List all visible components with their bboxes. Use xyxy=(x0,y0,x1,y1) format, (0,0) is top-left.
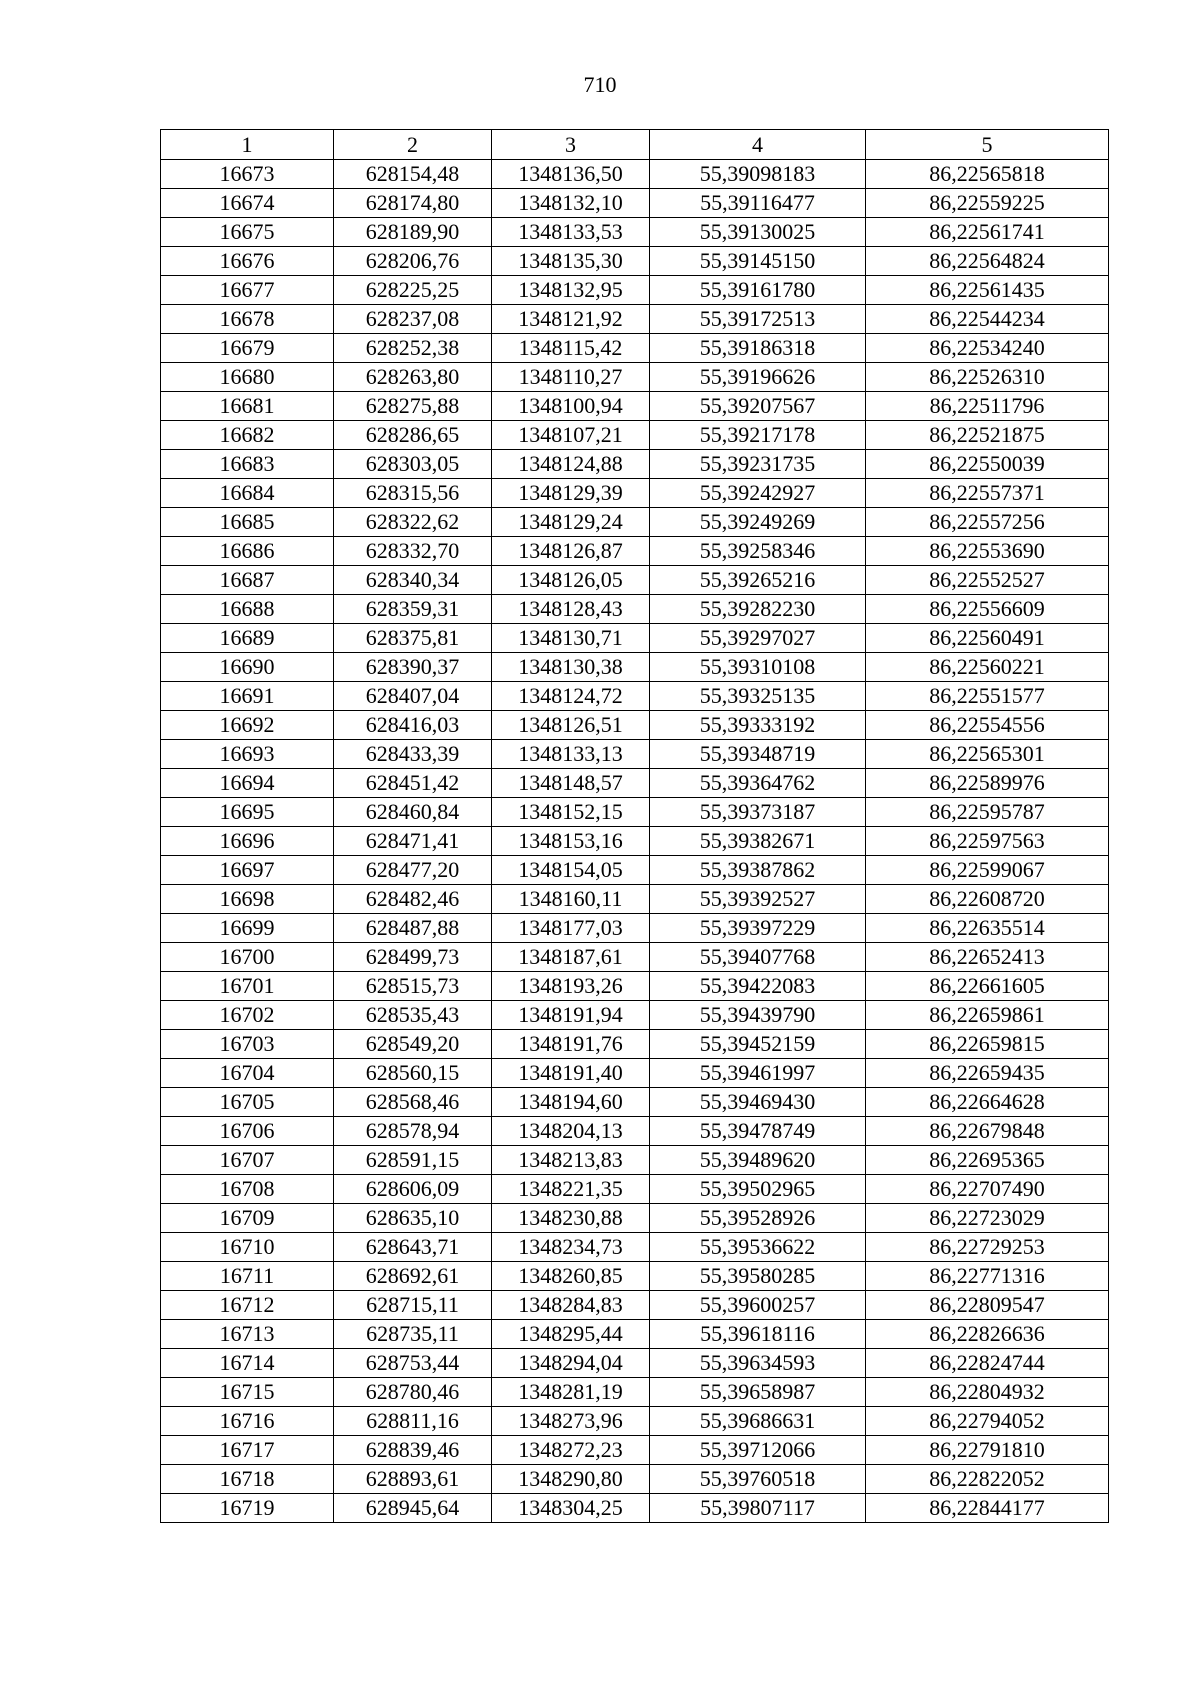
table-cell: 86,22824744 xyxy=(866,1349,1109,1378)
table-cell: 86,22707490 xyxy=(866,1175,1109,1204)
table-cell: 628303,05 xyxy=(334,450,492,479)
column-header: 4 xyxy=(650,130,866,160)
table-cell: 55,39387862 xyxy=(650,856,866,885)
table-cell: 86,22550039 xyxy=(866,450,1109,479)
table-row xyxy=(161,1436,1109,1465)
table-cell: 86,22521875 xyxy=(866,421,1109,450)
table-cell: 1348126,87 xyxy=(492,537,650,566)
table-cell: 628225,25 xyxy=(334,276,492,305)
table-cell: 1348100,94 xyxy=(492,392,650,421)
table-row xyxy=(161,943,1109,972)
table-row xyxy=(161,479,1109,508)
table-row xyxy=(161,334,1109,363)
table-cell: 1348187,61 xyxy=(492,943,650,972)
table-cell: 55,39489620 xyxy=(650,1146,866,1175)
table-cell: 86,22557371 xyxy=(866,479,1109,508)
table-cell: 628515,73 xyxy=(334,972,492,1001)
table-cell: 1348132,10 xyxy=(492,189,650,218)
table-cell: 55,39658987 xyxy=(650,1378,866,1407)
table-cell: 55,39397229 xyxy=(650,914,866,943)
table-row xyxy=(161,508,1109,537)
table-cell: 628535,43 xyxy=(334,1001,492,1030)
table-cell: 1348153,16 xyxy=(492,827,650,856)
table-cell: 1348191,76 xyxy=(492,1030,650,1059)
table-cell: 16698 xyxy=(161,885,334,914)
table-row xyxy=(161,1233,1109,1262)
table-cell: 16691 xyxy=(161,682,334,711)
table-cell: 86,22561435 xyxy=(866,276,1109,305)
table-cell: 1348133,53 xyxy=(492,218,650,247)
table-cell: 16699 xyxy=(161,914,334,943)
table-cell: 16683 xyxy=(161,450,334,479)
table-cell: 628237,08 xyxy=(334,305,492,334)
table-cell: 86,22664628 xyxy=(866,1088,1109,1117)
table-cell: 86,22723029 xyxy=(866,1204,1109,1233)
table-cell: 1348260,85 xyxy=(492,1262,650,1291)
table-cell: 86,22679848 xyxy=(866,1117,1109,1146)
table-cell: 16682 xyxy=(161,421,334,450)
table-cell: 86,22659861 xyxy=(866,1001,1109,1030)
table-cell: 55,39469430 xyxy=(650,1088,866,1117)
table-cell: 628263,80 xyxy=(334,363,492,392)
table-cell: 16693 xyxy=(161,740,334,769)
table-cell: 55,39310108 xyxy=(650,653,866,682)
table-cell: 16674 xyxy=(161,189,334,218)
table-row xyxy=(161,247,1109,276)
table-cell: 1348204,13 xyxy=(492,1117,650,1146)
table-cell: 1348177,03 xyxy=(492,914,650,943)
table-row xyxy=(161,566,1109,595)
table-cell: 86,22652413 xyxy=(866,943,1109,972)
table-cell: 1348290,80 xyxy=(492,1465,650,1494)
table-cell: 55,39478749 xyxy=(650,1117,866,1146)
table-header-row xyxy=(161,130,1109,160)
table-row xyxy=(161,769,1109,798)
table-cell: 86,22635514 xyxy=(866,914,1109,943)
table-cell: 55,39580285 xyxy=(650,1262,866,1291)
table-row xyxy=(161,595,1109,624)
table-cell: 86,22565818 xyxy=(866,160,1109,189)
table-cell: 1348121,92 xyxy=(492,305,650,334)
table-cell: 16709 xyxy=(161,1204,334,1233)
table-row xyxy=(161,1146,1109,1175)
table-row xyxy=(161,1059,1109,1088)
table-cell: 1348234,73 xyxy=(492,1233,650,1262)
table-cell: 16704 xyxy=(161,1059,334,1088)
table-cell: 1348154,05 xyxy=(492,856,650,885)
table-cell: 16706 xyxy=(161,1117,334,1146)
table-row xyxy=(161,160,1109,189)
table-cell: 628359,31 xyxy=(334,595,492,624)
table-cell: 628252,38 xyxy=(334,334,492,363)
table-cell: 628416,03 xyxy=(334,711,492,740)
table-cell: 16678 xyxy=(161,305,334,334)
table-row xyxy=(161,740,1109,769)
table-cell: 86,22608720 xyxy=(866,885,1109,914)
table-cell: 55,39130025 xyxy=(650,218,866,247)
table-cell: 86,22597563 xyxy=(866,827,1109,856)
table-cell: 628568,46 xyxy=(334,1088,492,1117)
table-cell: 628945,64 xyxy=(334,1494,492,1523)
table-row xyxy=(161,276,1109,305)
table-cell: 1348132,95 xyxy=(492,276,650,305)
table-cell: 1348148,57 xyxy=(492,769,650,798)
table-cell: 55,39217178 xyxy=(650,421,866,450)
table-cell: 1348128,43 xyxy=(492,595,650,624)
table-cell: 55,39407768 xyxy=(650,943,866,972)
table-cell: 16716 xyxy=(161,1407,334,1436)
table-cell: 55,39186318 xyxy=(650,334,866,363)
table-cell: 1348160,11 xyxy=(492,885,650,914)
table-cell: 55,39807117 xyxy=(650,1494,866,1523)
table-cell: 16710 xyxy=(161,1233,334,1262)
table-cell: 86,22809547 xyxy=(866,1291,1109,1320)
table-cell: 1348213,83 xyxy=(492,1146,650,1175)
table-cell: 1348135,30 xyxy=(492,247,650,276)
table-cell: 16712 xyxy=(161,1291,334,1320)
table-cell: 16680 xyxy=(161,363,334,392)
table-cell: 86,22595787 xyxy=(866,798,1109,827)
table-cell: 628811,16 xyxy=(334,1407,492,1436)
table-row xyxy=(161,305,1109,334)
table-cell: 1348133,13 xyxy=(492,740,650,769)
table-cell: 1348110,27 xyxy=(492,363,650,392)
table-cell: 16675 xyxy=(161,218,334,247)
table-cell: 55,39364762 xyxy=(650,769,866,798)
table-cell: 16705 xyxy=(161,1088,334,1117)
table-cell: 55,39231735 xyxy=(650,450,866,479)
table-cell: 628390,37 xyxy=(334,653,492,682)
table-cell: 1348284,83 xyxy=(492,1291,650,1320)
table-cell: 55,39373187 xyxy=(650,798,866,827)
table-cell: 1348230,88 xyxy=(492,1204,650,1233)
table-cell: 1348221,35 xyxy=(492,1175,650,1204)
table-cell: 628893,61 xyxy=(334,1465,492,1494)
table-cell: 55,39712066 xyxy=(650,1436,866,1465)
table-row xyxy=(161,392,1109,421)
table-cell: 86,22552527 xyxy=(866,566,1109,595)
table-row xyxy=(161,1494,1109,1523)
table-cell: 55,39116477 xyxy=(650,189,866,218)
coordinates-table xyxy=(160,129,1109,1523)
table-cell: 55,39265216 xyxy=(650,566,866,595)
table-cell: 55,39382671 xyxy=(650,827,866,856)
table-cell: 628451,42 xyxy=(334,769,492,798)
table-cell: 86,22695365 xyxy=(866,1146,1109,1175)
table-cell: 55,39161780 xyxy=(650,276,866,305)
table-cell: 16700 xyxy=(161,943,334,972)
table-row xyxy=(161,1465,1109,1494)
table-cell: 628735,11 xyxy=(334,1320,492,1349)
table-cell: 1348115,42 xyxy=(492,334,650,363)
table-cell: 628591,15 xyxy=(334,1146,492,1175)
table-cell: 86,22560491 xyxy=(866,624,1109,653)
table-cell: 16686 xyxy=(161,537,334,566)
table-cell: 55,39333192 xyxy=(650,711,866,740)
table-row xyxy=(161,682,1109,711)
table-row xyxy=(161,1001,1109,1030)
page-number: 710 xyxy=(583,72,617,97)
table-cell: 16713 xyxy=(161,1320,334,1349)
table-cell: 628407,04 xyxy=(334,682,492,711)
table-cell: 55,39145150 xyxy=(650,247,866,276)
table-cell: 1348129,39 xyxy=(492,479,650,508)
table-cell: 16679 xyxy=(161,334,334,363)
table-cell: 86,22599067 xyxy=(866,856,1109,885)
table-cell: 86,22659815 xyxy=(866,1030,1109,1059)
table-cell: 55,39098183 xyxy=(650,160,866,189)
table-cell: 628275,88 xyxy=(334,392,492,421)
table-row xyxy=(161,1407,1109,1436)
table-row xyxy=(161,450,1109,479)
table-cell: 16708 xyxy=(161,1175,334,1204)
table-row xyxy=(161,856,1109,885)
table-cell: 1348129,24 xyxy=(492,508,650,537)
table-cell: 55,39528926 xyxy=(650,1204,866,1233)
table-cell: 1348193,26 xyxy=(492,972,650,1001)
table-cell: 55,39634593 xyxy=(650,1349,866,1378)
table-row xyxy=(161,1117,1109,1146)
table-row xyxy=(161,972,1109,1001)
table-cell: 16703 xyxy=(161,1030,334,1059)
table-cell: 16717 xyxy=(161,1436,334,1465)
table-cell: 16688 xyxy=(161,595,334,624)
table-cell: 1348272,23 xyxy=(492,1436,650,1465)
table-cell: 628643,71 xyxy=(334,1233,492,1262)
table-row xyxy=(161,1030,1109,1059)
table-cell: 16690 xyxy=(161,653,334,682)
table-cell: 16718 xyxy=(161,1465,334,1494)
table-cell: 628482,46 xyxy=(334,885,492,914)
table-cell: 55,39686631 xyxy=(650,1407,866,1436)
table-cell: 55,39242927 xyxy=(650,479,866,508)
table-cell: 86,22661605 xyxy=(866,972,1109,1001)
table-cell: 86,22804932 xyxy=(866,1378,1109,1407)
table-cell: 628780,46 xyxy=(334,1378,492,1407)
table-cell: 86,22822052 xyxy=(866,1465,1109,1494)
table-cell: 628578,94 xyxy=(334,1117,492,1146)
table-row xyxy=(161,885,1109,914)
table-row xyxy=(161,914,1109,943)
table-cell: 86,22526310 xyxy=(866,363,1109,392)
table-cell: 628315,56 xyxy=(334,479,492,508)
table-cell: 86,22844177 xyxy=(866,1494,1109,1523)
table-cell: 86,22534240 xyxy=(866,334,1109,363)
table-cell: 16677 xyxy=(161,276,334,305)
table-cell: 1348136,50 xyxy=(492,160,650,189)
table-row xyxy=(161,1088,1109,1117)
table-cell: 1348304,25 xyxy=(492,1494,650,1523)
table-cell: 55,39502965 xyxy=(650,1175,866,1204)
table-cell: 86,22564824 xyxy=(866,247,1109,276)
table-cell: 55,39348719 xyxy=(650,740,866,769)
table-row xyxy=(161,1378,1109,1407)
table-cell: 55,39461997 xyxy=(650,1059,866,1088)
table-cell: 628477,20 xyxy=(334,856,492,885)
table-cell: 16692 xyxy=(161,711,334,740)
table-cell: 16684 xyxy=(161,479,334,508)
table-row xyxy=(161,537,1109,566)
table-cell: 1348294,04 xyxy=(492,1349,650,1378)
table-cell: 86,22589976 xyxy=(866,769,1109,798)
table-cell: 55,39600257 xyxy=(650,1291,866,1320)
table-cell: 628692,61 xyxy=(334,1262,492,1291)
table-cell: 16714 xyxy=(161,1349,334,1378)
table-cell: 1348130,38 xyxy=(492,653,650,682)
table-cell: 1348126,51 xyxy=(492,711,650,740)
table-cell: 55,39439790 xyxy=(650,1001,866,1030)
table-cell: 628839,46 xyxy=(334,1436,492,1465)
table-cell: 55,39760518 xyxy=(650,1465,866,1494)
table-cell: 55,39172513 xyxy=(650,305,866,334)
table-row xyxy=(161,421,1109,450)
table-cell: 1348194,60 xyxy=(492,1088,650,1117)
table-row xyxy=(161,1204,1109,1233)
table-cell: 628499,73 xyxy=(334,943,492,972)
table-cell: 86,22561741 xyxy=(866,218,1109,247)
table-row xyxy=(161,1349,1109,1378)
table-cell: 55,39618116 xyxy=(650,1320,866,1349)
table-cell: 55,39249269 xyxy=(650,508,866,537)
table-cell: 16685 xyxy=(161,508,334,537)
table-cell: 55,39536622 xyxy=(650,1233,866,1262)
table-cell: 16676 xyxy=(161,247,334,276)
table-cell: 1348191,94 xyxy=(492,1001,650,1030)
table-cell: 55,39392527 xyxy=(650,885,866,914)
table-cell: 16689 xyxy=(161,624,334,653)
column-header: 3 xyxy=(492,130,650,160)
table-cell: 55,39207567 xyxy=(650,392,866,421)
table-row xyxy=(161,653,1109,682)
table-cell: 1348124,72 xyxy=(492,682,650,711)
table-cell: 628560,15 xyxy=(334,1059,492,1088)
table-cell: 1348273,96 xyxy=(492,1407,650,1436)
table-row xyxy=(161,1262,1109,1291)
table-cell: 16696 xyxy=(161,827,334,856)
table-cell: 1348130,71 xyxy=(492,624,650,653)
table-cell: 1348152,15 xyxy=(492,798,650,827)
table-cell: 55,39258346 xyxy=(650,537,866,566)
table-cell: 86,22826636 xyxy=(866,1320,1109,1349)
column-header: 1 xyxy=(161,130,334,160)
table-cell: 86,22559225 xyxy=(866,189,1109,218)
table-row xyxy=(161,1175,1109,1204)
table-cell: 628606,09 xyxy=(334,1175,492,1204)
table-cell: 55,39282230 xyxy=(650,595,866,624)
table-cell: 628286,65 xyxy=(334,421,492,450)
table-cell: 86,22556609 xyxy=(866,595,1109,624)
table-cell: 86,22553690 xyxy=(866,537,1109,566)
table-row xyxy=(161,711,1109,740)
table-cell: 55,39196626 xyxy=(650,363,866,392)
table-cell: 86,22511796 xyxy=(866,392,1109,421)
table-cell: 86,22560221 xyxy=(866,653,1109,682)
table-row xyxy=(161,798,1109,827)
table-cell: 55,39422083 xyxy=(650,972,866,1001)
column-header: 5 xyxy=(866,130,1109,160)
table-cell: 16701 xyxy=(161,972,334,1001)
table-cell: 628549,20 xyxy=(334,1030,492,1059)
table-cell: 86,22554556 xyxy=(866,711,1109,740)
table-cell: 1348281,19 xyxy=(492,1378,650,1407)
table-row xyxy=(161,218,1109,247)
table-cell: 55,39325135 xyxy=(650,682,866,711)
table-cell: 628715,11 xyxy=(334,1291,492,1320)
table-row xyxy=(161,189,1109,218)
table-cell: 1348124,88 xyxy=(492,450,650,479)
table-cell: 16695 xyxy=(161,798,334,827)
table-cell: 86,22659435 xyxy=(866,1059,1109,1088)
table-cell: 55,39297027 xyxy=(650,624,866,653)
table-cell: 628206,76 xyxy=(334,247,492,276)
table-cell: 628635,10 xyxy=(334,1204,492,1233)
table-cell: 628433,39 xyxy=(334,740,492,769)
table-cell: 1348107,21 xyxy=(492,421,650,450)
table-row xyxy=(161,624,1109,653)
column-header: 2 xyxy=(334,130,492,160)
table-cell: 628154,48 xyxy=(334,160,492,189)
table-cell: 16715 xyxy=(161,1378,334,1407)
table-cell: 86,22771316 xyxy=(866,1262,1109,1291)
table-cell: 628174,80 xyxy=(334,189,492,218)
table-cell: 1348126,05 xyxy=(492,566,650,595)
table-cell: 55,39452159 xyxy=(650,1030,866,1059)
table-cell: 628322,62 xyxy=(334,508,492,537)
table-cell: 86,22794052 xyxy=(866,1407,1109,1436)
table-cell: 16697 xyxy=(161,856,334,885)
table-cell: 1348191,40 xyxy=(492,1059,650,1088)
table-cell: 86,22729253 xyxy=(866,1233,1109,1262)
table-cell: 16687 xyxy=(161,566,334,595)
table-cell: 86,22791810 xyxy=(866,1436,1109,1465)
table-row xyxy=(161,363,1109,392)
coordinates-table-body xyxy=(161,130,1109,1523)
table-cell: 16681 xyxy=(161,392,334,421)
table-cell: 628753,44 xyxy=(334,1349,492,1378)
table-cell: 16707 xyxy=(161,1146,334,1175)
table-cell: 86,22565301 xyxy=(866,740,1109,769)
table-row xyxy=(161,1320,1109,1349)
table-cell: 86,22544234 xyxy=(866,305,1109,334)
table-cell: 628471,41 xyxy=(334,827,492,856)
table-cell: 628189,90 xyxy=(334,218,492,247)
table-cell: 16719 xyxy=(161,1494,334,1523)
table-cell: 86,22551577 xyxy=(866,682,1109,711)
table-cell: 16673 xyxy=(161,160,334,189)
table-cell: 628332,70 xyxy=(334,537,492,566)
table-cell: 628375,81 xyxy=(334,624,492,653)
table-cell: 628487,88 xyxy=(334,914,492,943)
table-cell: 628340,34 xyxy=(334,566,492,595)
table-cell: 628460,84 xyxy=(334,798,492,827)
table-cell: 16711 xyxy=(161,1262,334,1291)
table-cell: 86,22557256 xyxy=(866,508,1109,537)
table-cell: 16694 xyxy=(161,769,334,798)
table-row xyxy=(161,1291,1109,1320)
table-row xyxy=(161,827,1109,856)
table-cell: 1348295,44 xyxy=(492,1320,650,1349)
table-cell: 16702 xyxy=(161,1001,334,1030)
